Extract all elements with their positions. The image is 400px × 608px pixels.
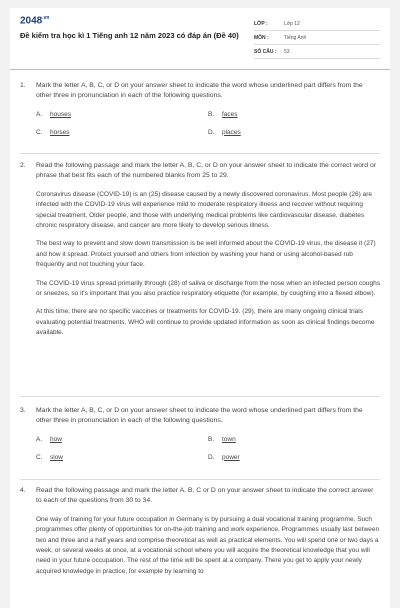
question-prompt: Mark the letter A, B, C, or D on your answer sheet to indicate the word whose underlined part differs from the other three in pronunciation in each of the following questions.: [36, 82, 363, 100]
option-letter: B.: [208, 110, 215, 118]
document-meta: [254, 17, 380, 59]
option-word: power: [222, 453, 240, 461]
meta-value: 53: [284, 48, 290, 55]
option-b[interactable]: [208, 436, 380, 443]
meta-key: SỐ CÂU :: [254, 48, 277, 55]
question-divider: [20, 396, 380, 397]
option-letter: C.: [36, 453, 43, 461]
question-number: 4.: [20, 487, 26, 494]
option-c[interactable]: [36, 129, 208, 136]
question-2: [20, 161, 380, 339]
page-title: Đề kiểm tra học kì 1 Tiếng anh 12 năm 2023 có đáp án (Đề 40): [20, 31, 239, 40]
option-word: town: [222, 435, 236, 443]
option-c[interactable]: [36, 454, 208, 461]
option-letter: B.: [208, 435, 215, 443]
question-divider: [20, 153, 380, 154]
option-word: faces: [222, 110, 238, 118]
question-header: [20, 81, 380, 102]
document-page: [10, 8, 390, 608]
passage-paragraph: One way of training for your future occupation in Germany is by pursuing a dual vocational training programme. Such programmes offer plenty of opportunities for on-the-job training and work experience. Programmes usually last between two and three and a half years and comprise theoretical as well as practical elements. You will spend one or two days a week, or several weeks at once, at a vocational school where you will acquire the theoretical knowledge that you will need in your future occupation. The rest of the time will be spent at a company. There you get to apply your newly acquired knowledge in practice, for example by learning to: [36, 515, 380, 575]
passage-paragraph: The best way to prevent and slow down transmission is be well informed about the COVID-19 virus, the disease it (27) and how it spread. Protect yourself and others from infection by washing your hand or using alcohol-based rub frequently and not touching your face.: [36, 240, 376, 269]
option-d[interactable]: [208, 454, 380, 461]
question-header: [20, 161, 380, 182]
option-a[interactable]: [36, 111, 208, 118]
meta-key: MÔN :: [254, 34, 269, 41]
option-letter: C.: [36, 128, 43, 136]
option-a[interactable]: [36, 436, 208, 443]
question-number: 2.: [20, 162, 26, 169]
option-letter: D.: [208, 453, 215, 461]
question-divider: [20, 479, 380, 480]
meta-row-class: [254, 17, 380, 31]
document-header: [10, 8, 390, 70]
option-letter: A.: [36, 435, 43, 443]
answer-options: [36, 111, 380, 136]
option-b[interactable]: [208, 111, 380, 118]
option-letter: D.: [208, 128, 215, 136]
question-prompt: Mark the letter A, B, C, or D on your answer sheet to indicate the word whose underlined part differs from the other three in pronunciation in each of the following questions.: [36, 407, 363, 425]
question-prompt: Read the following passage and mark the letter A, B, C or D on your answer sheet to indicate the correct answer to each of the questions from 30 to 34.: [36, 487, 374, 505]
option-word: how: [50, 435, 62, 443]
option-d[interactable]: [208, 129, 380, 136]
logo-suffix: .vn: [42, 15, 50, 21]
question-prompt: Read the following passage and mark the letter A, B, C, or D on your answer sheet to indicate the correct word or phrase that best fits each of the numbered blanks from 25 to 29.: [36, 162, 377, 180]
site-logo[interactable]: [20, 15, 49, 26]
option-word: houses: [50, 110, 71, 118]
question-header: [20, 486, 380, 507]
meta-key: LỚP :: [254, 20, 268, 27]
question-4: [20, 486, 380, 577]
answer-options: [36, 436, 380, 461]
meta-row-count: [254, 45, 380, 59]
option-word: places: [222, 128, 241, 136]
logo-text: 2048: [20, 15, 43, 27]
passage-paragraph: Coronavirus disease (COVID-19) is an (25) disease caused by a newly discovered coronavirus. Most people (26) are infected with the COVID-19 virus will experience mild to moderate respiratory illness and recover without requiring special treatment. Older people, and those with underlying medical problems like cardiovascular disease, diabetes chronic respiratory disease, and cancer are more likely to develop serious illness.: [36, 190, 372, 230]
question-number: 1.: [20, 82, 26, 89]
question-1: [20, 81, 380, 136]
option-letter: A.: [36, 110, 43, 118]
option-word: horses: [50, 128, 70, 136]
question-header: [20, 406, 380, 427]
meta-row-subject: [254, 31, 380, 45]
meta-value: Lớp 12: [284, 20, 300, 27]
question-number: 3.: [20, 407, 26, 414]
option-word: slow: [50, 453, 64, 461]
passage-paragraph: At this time, there are no specific vaccines or treatments for COVID-19. (29), there are many ongoing clinical trials evaluating potential treatments. WHO will continue to provide updated information as soon as clinical findings become available.: [36, 308, 375, 337]
question-3: [20, 406, 380, 461]
passage-paragraph: The COVID-19 virus spread primarily through (28) of saliva or discharge from the nose when an infected person coughs or sneezes, so it's important that you also practice respiratory etiquette (for example, by coughing into a flexed elbow).: [36, 279, 380, 298]
meta-value: Tiếng Anh: [284, 34, 307, 41]
